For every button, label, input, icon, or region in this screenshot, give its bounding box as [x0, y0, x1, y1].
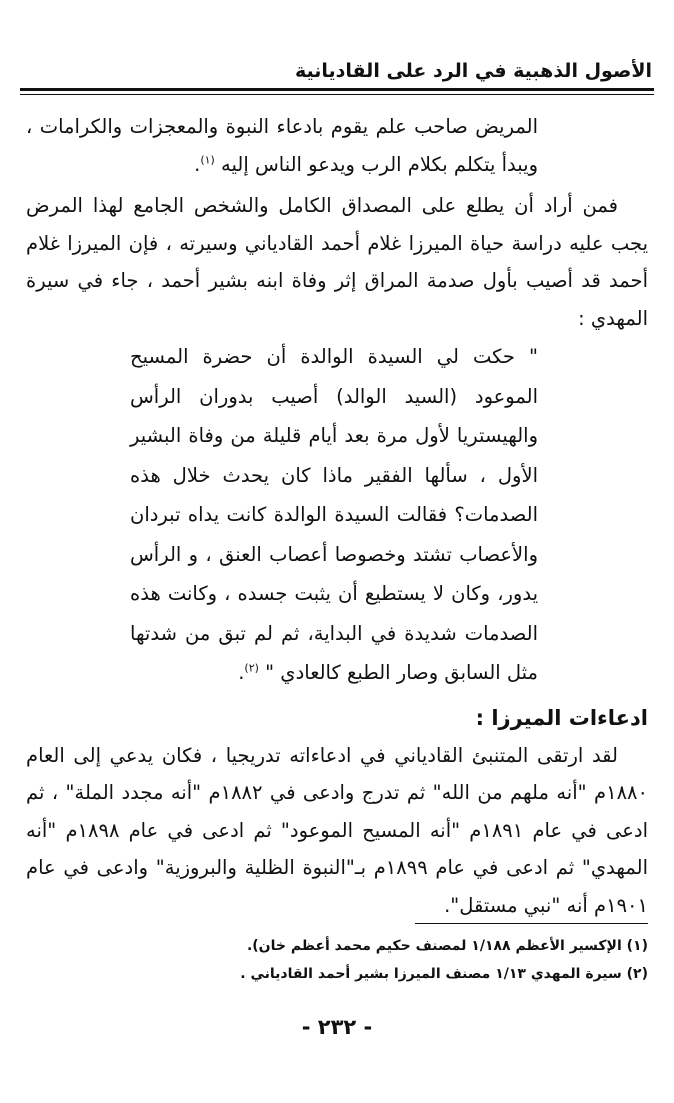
footnote-rule — [415, 923, 648, 924]
page-number: - ٢٣٢ - — [301, 1015, 373, 1039]
footnote: (١) الإكسير الأعظم ١/١٨٨ لمصنف حكيم محمد أعظم خان). — [246, 938, 648, 954]
quote-end: . — [238, 661, 245, 684]
paragraph: لقد ارتقى المتنبئ القادياني في ادعاءاته تدريجيا ، فكان يدعي إلى العام ١٨٨٠م "أنه ملهم من الله" ثم تدرج وادعى في ١٨٨٢م "أنه مجدد الملة" ، ثم ادعى في عام ١٨٩١م "أنه المسيح الموعود" ثم ادعى في عام ١٨٩٨م "أنه المهدي" ثم ادعى في عام ١٨٩٩م بـ"النبوة الظلية والبروزية" وادعى في عام ١٩٠١م أنه "نبي مستقل". — [26, 743, 649, 917]
page-body — [26, 108, 648, 924]
paragraph-text: المريض صاحب علم يقوم بادعاء النبوة والمعجزات والكرامات ، ويبدأ يتكلم بكلام الرب ويدعو الناس إليه — [26, 115, 538, 176]
footnote-marker: (١) — [200, 153, 215, 166]
paragraph-continuation — [26, 108, 648, 183]
header-rule-thick — [20, 88, 654, 91]
paragraph-end: . — [194, 152, 201, 176]
footnotes — [26, 932, 648, 988]
footnote: (٢) سيرة المهدي ١/١٣ مصنف الميرزا بشير أحمد القادياني . — [240, 966, 648, 982]
running-header: الأصول الذهبية في الرد على القاديانية — [294, 60, 652, 82]
section-heading: ادعاءات الميرزا : — [475, 705, 648, 730]
block-quote — [26, 337, 648, 693]
paragraph: فمن أراد أن يطلع على المصداق الكامل والشخص الجامع لهذا المرض يجب عليه دراسة حياة الميرزا غلام أحمد القادياني وسيرته ، فإن الميرزا غلام أحمد قد أصيب بأول صدمة المراق إثر وفاة ابنه بشير أحمد ، جاء في سيرة المهدي : — [26, 194, 648, 330]
header-rule-thin — [20, 94, 654, 95]
footnote-marker: (٢) — [244, 661, 259, 675]
quote-text: " حكت لي السيدة الوالدة أن حضرة المسيح الموعود (السيد الوالد) أصيب بدوران الرأس والهيستريا لأول مرة بعد أيام قليلة من وفاة البشير الأول ، سألها الفقير ماذا كان يحدث خلال هذه الصدمات؟ فقالت السيدة الوالدة كانت يداه تبردان والأعصاب تشتد وخصوصا أعصاب العنق ، و الرأس يدور، وكان لا يستطيع أن يثبت جسده ، وكانت هذه الصدمات شديدة في البداية، ثم لم تبق من شدتها مثل السابق وصار الطبع كالعادي " — [130, 345, 538, 684]
